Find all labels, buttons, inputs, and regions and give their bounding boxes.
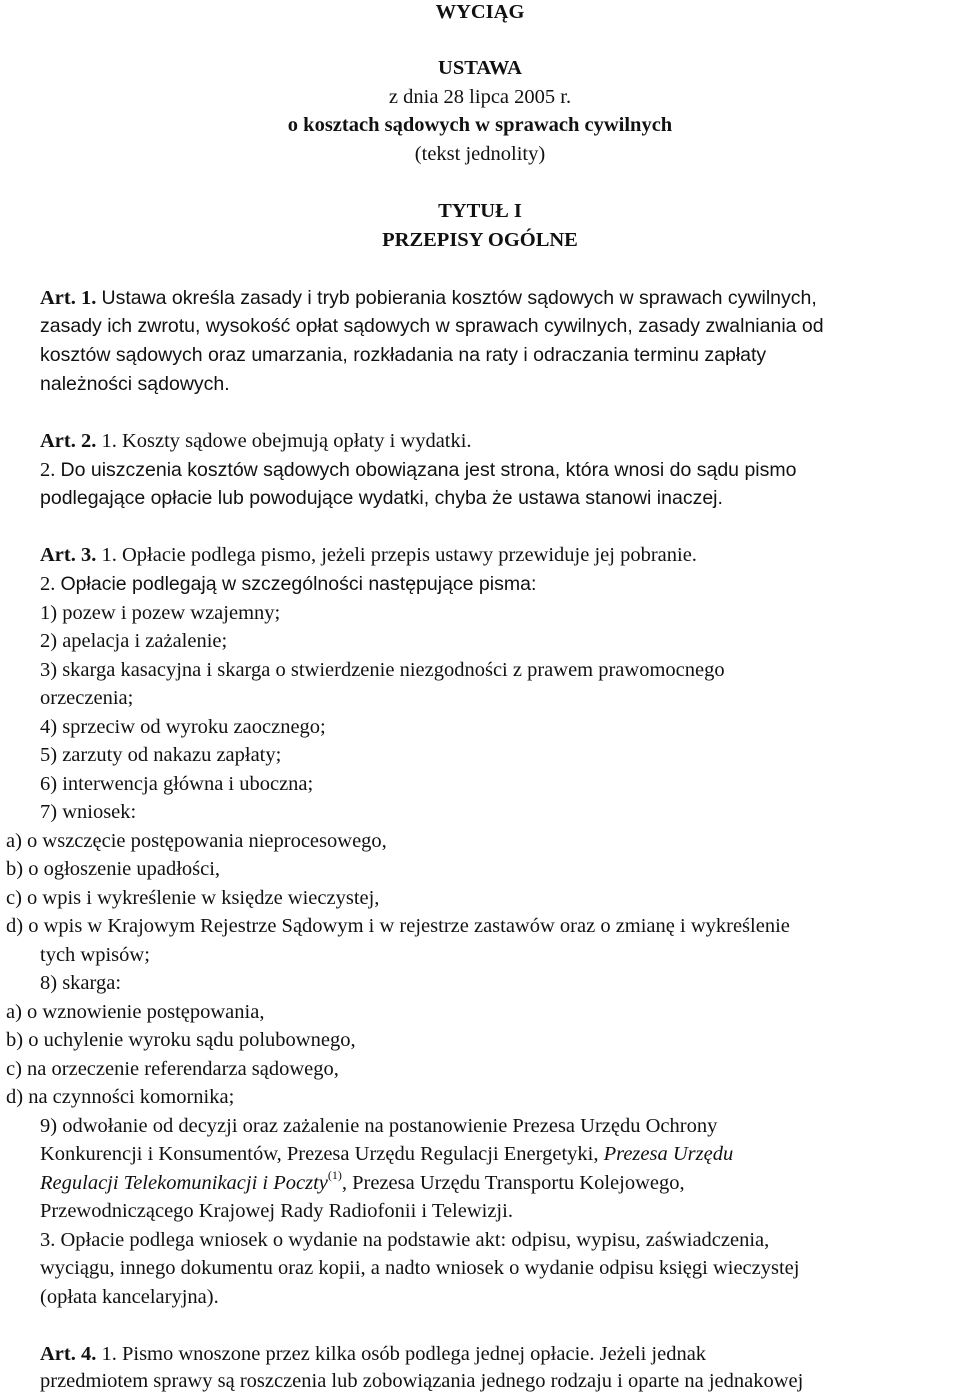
list-item-8c: c) na orzeczenie referendarza sądowego,	[6, 1058, 339, 1080]
list-item-2: 2) apelacja i zażalenie;	[40, 630, 228, 652]
article-3-paragraph-1: 1. Opłacie podlega pismo, jeżeli przepis ustawy przewiduje jej pobranie.	[101, 544, 697, 566]
article-2-paragraph-2-text: Do uiszczenia kosztów sądowych obowiązana jest strona, która wnosi do sądu pismo	[60, 459, 797, 481]
list-item-3-line-2: orzeczenia;	[40, 687, 134, 709]
document-extract-label: WYCIĄG	[435, 1, 525, 23]
article-3-paragraph-2	[40, 570, 536, 598]
list-item-5: 5) zarzuty od nakazu zapłaty;	[40, 744, 282, 766]
list-item-9-italic-a: Prezesa Urzędu	[603, 1143, 734, 1165]
act-edition: (tekst jednolity)	[414, 143, 546, 165]
footnote-reference: (1)	[327, 1168, 342, 1183]
list-item-9-line-2	[40, 1140, 733, 1168]
article-1-line-2: zasady ich zwrotu, wysokość opłat sądowych w sprawach cywilnych, zasady zwalniania od	[40, 315, 824, 337]
list-item-7b: b) o ogłoszenie upadłości,	[6, 858, 221, 880]
list-item-1: 1) pozew i pozew wzajemny;	[40, 602, 281, 624]
article-3-paragraph-3-line-2: wyciągu, innego dokumentu oraz kopii, a nadto wniosek o wydanie odpisu księgi wieczystej	[40, 1257, 800, 1279]
article-3-paragraph-3-line-3: (opłata kancelaryjna).	[40, 1286, 219, 1308]
article-2-first-line	[40, 427, 472, 455]
article-1-line-4: należności sądowych.	[40, 373, 230, 395]
article-4-first-line	[40, 1340, 706, 1368]
article-1-text: Ustawa określa zasady i tryb pobierania kosztów sądowych w sprawach cywilnych,	[101, 287, 817, 309]
article-2-heading: Art. 2.	[40, 430, 97, 452]
list-item-9-line-3-rest: , Prezesa Urzędu Transportu Kolejowego,	[341, 1172, 685, 1194]
article-4-heading: Art. 4.	[40, 1343, 97, 1365]
list-item-9-line-1: 9) odwołanie od decyzji oraz zażalenie na postanowienie Prezesa Urzędu Ochrony	[40, 1115, 718, 1137]
article-4-line-2: przedmiotem sprawy są roszczenia lub zobowiązania jednego rodzaju i oparte na jednakowej	[40, 1370, 804, 1392]
article-2-paragraph-1: 1. Koszty sądowe obejmują opłaty i wydatki.	[101, 430, 472, 452]
article-1-heading: Art. 1.	[40, 287, 97, 309]
act-subject: o kosztach sądowych w sprawach cywilnych	[287, 114, 673, 136]
title-number: TYTUŁ I	[438, 200, 522, 222]
list-item-6: 6) interwencja główna i uboczna;	[40, 773, 314, 795]
article-3-paragraph-2-number: 2.	[40, 573, 56, 595]
article-2-paragraph-2-line-1	[40, 456, 796, 484]
article-1-first-line	[40, 284, 817, 312]
list-item-8d: d) na czynności komornika;	[6, 1086, 235, 1108]
list-item-9-line-2-text: Konkurencji i Konsumentów, Prezesa Urzędu Regulacji Energetyki,	[40, 1143, 599, 1165]
list-item-3-line-1: 3) skarga kasacyjna i skarga o stwierdzenie niezgodności z prawem prawomocnego	[40, 659, 725, 681]
article-1-line-3: kosztów sądowych oraz umarzania, rozkładania na raty i odraczania terminu zapłaty	[40, 344, 767, 366]
act-type: USTAWA	[438, 57, 522, 79]
list-item-8b: b) o uchylenie wyroku sądu polubownego,	[6, 1029, 356, 1051]
list-item-4: 4) sprzeciw od wyroku zaocznego;	[40, 716, 326, 738]
list-item-7: 7) wniosek:	[40, 801, 137, 823]
list-item-9-line-4: Przewodniczącego Krajowej Rady Radiofonii i Telewizji.	[40, 1200, 513, 1222]
article-2-paragraph-2-number: 2.	[40, 459, 56, 481]
act-date: z dnia 28 lipca 2005 r.	[388, 86, 572, 108]
list-item-7a: a) o wszczęcie postępowania nieprocesowego,	[6, 830, 387, 852]
article-4-line-1: 1. Pismo wnoszone przez kilka osób podlega jednej opłacie. Jeżeli jednak	[101, 1343, 707, 1365]
article-3-paragraph-3-line-1: 3. Opłacie podlega wniosek o wydanie na podstawie akt: odpisu, wypisu, zaświadczenia,	[40, 1229, 770, 1251]
list-item-9-line-3	[40, 1169, 685, 1197]
list-item-7d-line-1: d) o wpis w Krajowym Rejestrze Sądowym i w rejestrze zastawów oraz o zmianę i wykreślenie	[6, 915, 790, 937]
article-3-heading: Art. 3.	[40, 544, 97, 566]
list-item-8: 8) skarga:	[40, 972, 122, 994]
article-3-first-line	[40, 541, 697, 569]
list-item-7c: c) o wpis i wykreślenie w księdze wieczystej,	[6, 887, 380, 909]
article-3-paragraph-2-text: Opłacie podlegają w szczególności następujące pisma:	[60, 573, 537, 595]
title-name: PRZEPISY OGÓLNE	[382, 229, 578, 251]
list-item-7d-line-2: tych wpisów;	[40, 944, 150, 966]
article-2-paragraph-2-line-2: podlegające opłacie lub powodujące wydatki, chyba że ustawa stanowi inaczej.	[40, 487, 723, 509]
list-item-9-italic-b: Regulacji Telekomunikacji i Poczty	[40, 1172, 328, 1194]
list-item-8a: a) o wznowienie postępowania,	[6, 1001, 265, 1023]
